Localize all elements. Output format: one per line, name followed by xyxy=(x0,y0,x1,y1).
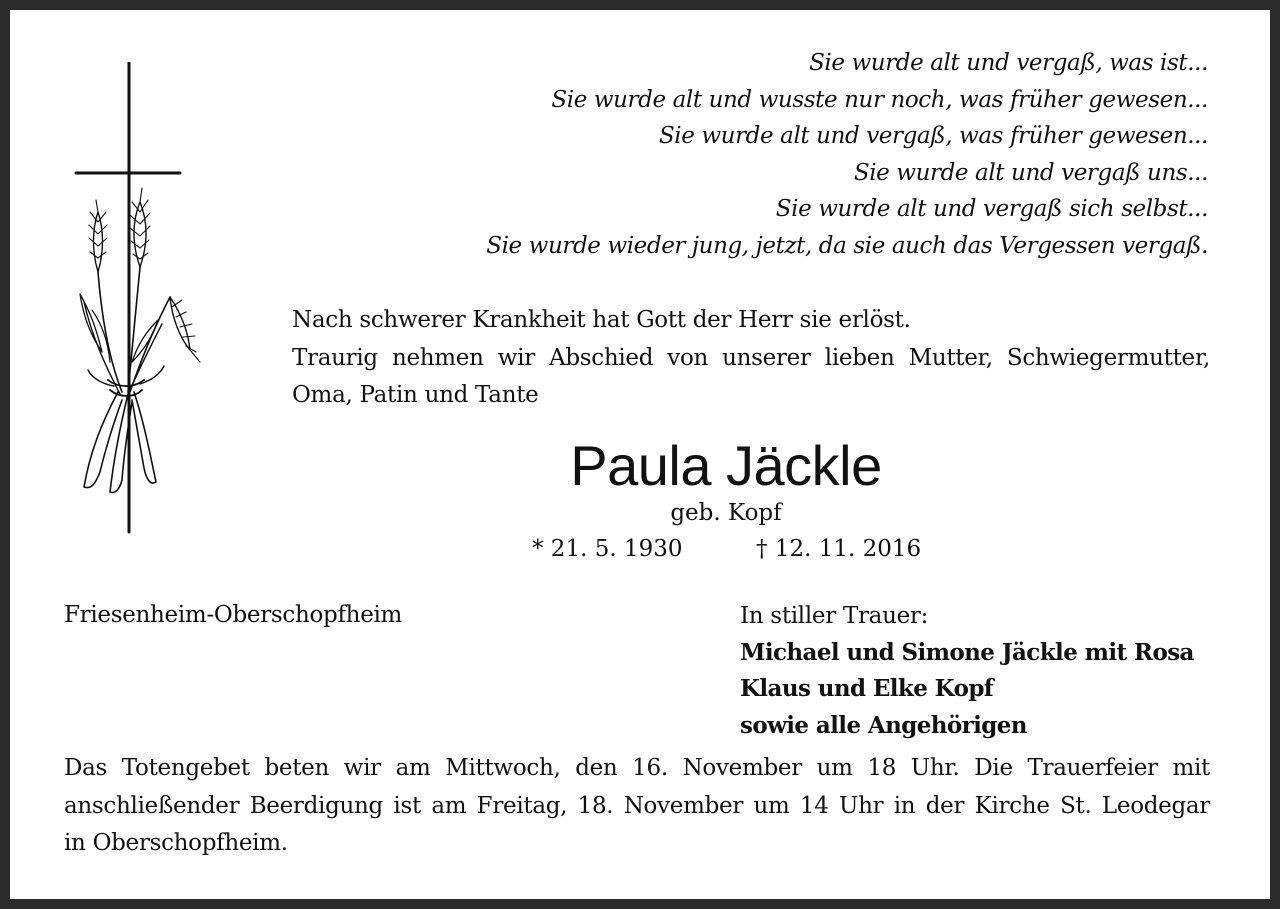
obituary-notice xyxy=(10,10,1270,899)
poem-line: Sie wurde alt und vergaß, was früher gewesen... xyxy=(658,123,1208,149)
service-line: anschließender Beerdigung ist am Freitag, 18. November um 14 Uhr in der Kirche St. Leodegar xyxy=(64,792,1210,819)
place-name: Friesenheim-Oberschopfheim xyxy=(64,602,403,628)
intro-text xyxy=(292,302,1210,415)
intro-line: Oma, Patin und Tante xyxy=(292,382,539,408)
cross-with-wheat-icon xyxy=(62,62,202,540)
service-line: Das Totengebet beten wir am Mittwoch, den 16. November um 18 Uhr. Die Trauerfeier mit xyxy=(64,755,1210,781)
intro-line: Traurig nehmen wir Abschied von unserer lieben Mutter, Schwiegermutter, xyxy=(292,344,1210,371)
death-date: † 12. 11. 2016 xyxy=(756,536,922,562)
mourners-heading: In stiller Trauer: xyxy=(740,603,929,629)
deceased-name: Paula Jäckle xyxy=(570,434,882,497)
service-info xyxy=(64,750,1210,863)
mourner-name: Michael und Simone Jäckle mit Rosa xyxy=(740,638,1194,666)
poem-line: Sie wurde alt und wusste nur noch, was früher gewesen... xyxy=(551,86,1208,113)
poem-line: Sie wurde alt und vergaß, was ist... xyxy=(809,50,1208,76)
poem-line: Sie wurde wieder jung, jetzt, da sie auch das Vergessen vergaß. xyxy=(486,232,1208,259)
mourner-name: sowie alle Angehörigen xyxy=(740,711,1027,739)
mourner-name: Klaus und Elke Kopf xyxy=(740,675,994,702)
maiden-name: geb. Kopf xyxy=(670,500,782,526)
mourners-block xyxy=(740,598,1194,744)
intro-line: Nach schwerer Krankheit hat Gott der Herr sie erlöst. xyxy=(292,307,911,333)
service-line: in Oberschopfheim. xyxy=(64,830,288,856)
birth-date: * 21. 5. 1930 xyxy=(532,536,683,562)
poem xyxy=(486,45,1208,264)
poem-line: Sie wurde alt und vergaß sich selbst... xyxy=(775,196,1208,222)
poem-line: Sie wurde alt und vergaß uns... xyxy=(853,159,1208,186)
